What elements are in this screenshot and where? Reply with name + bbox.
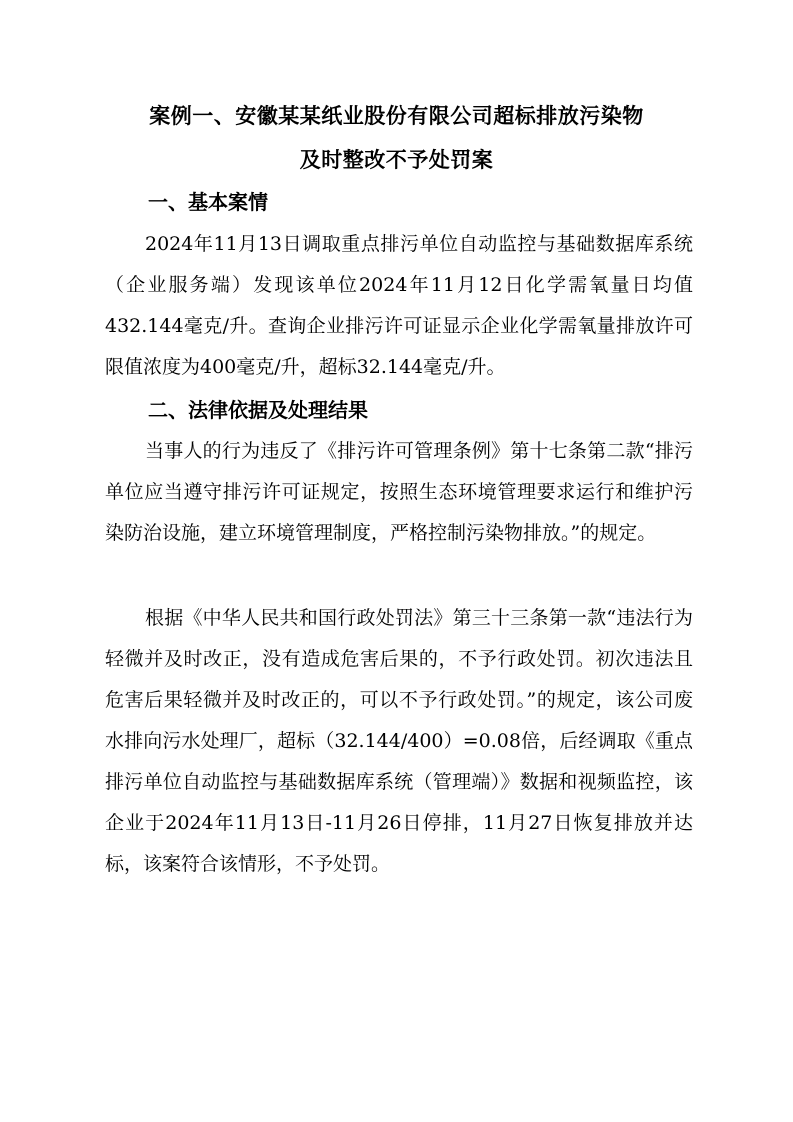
section-2-heading: 二、法律依据及处理结果 xyxy=(148,398,368,422)
section-1-heading: 一、基本案情 xyxy=(148,190,268,214)
section-1-paragraph: 2024年11月13日调取重点排污单位自动监控与基础数据库系统（企业服务端）发现该单位2024年11月12日化学需氧量日均值432.144毫克/升。查询企业排污许可证显示企业化学需氧量排放许可限值浓度为400毫克/升，超标32.144毫克/升。 xyxy=(105,233,693,378)
section-2-paragraph-1: 当事人的行为违反了《排污许可管理条例》第十七条第二款“排污单位应当遵守排污许可证规定，按照生态环境管理要求运行和维护污染防治设施，建立环境管理制度，严格控制污染物排放。”的规定。 xyxy=(105,440,693,544)
section-2-paragraph-2: 根据《中华人民共和国行政处罚法》第三十三条第一款“违法行为轻微并及时改正，没有造成危害后果的，不予行政处罚。初次违法且危害后果轻微并及时改正的，可以不予行政处罚。”的规定，该公司废水排向污水处理厂，超标（32.144/400）=0.08倍，后经调取《重点排污单位自动监控与基础数据库系统（管理端）》数据和视频监控，该企业于2024年11月13日-11月26日停排，11月27日恢复排放并达标，该案符合该情形，不予处罚。 xyxy=(105,607,693,875)
document-title-line-2: 及时整改不予处罚案 xyxy=(299,148,494,172)
document-title-line-1: 案例一、安徽某某纸业股份有限公司超标排放污染物 xyxy=(149,104,644,128)
